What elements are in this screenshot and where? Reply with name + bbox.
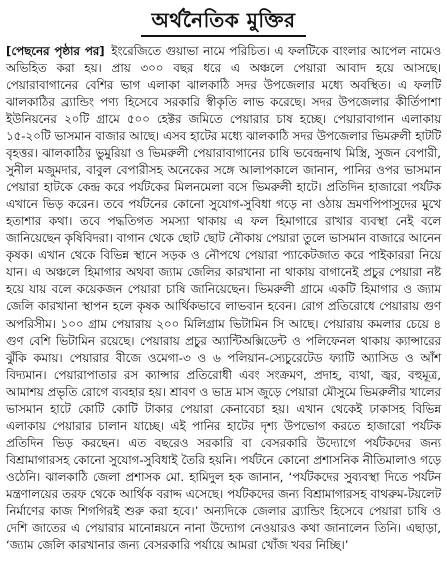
article-body	[6, 43, 441, 554]
article-text: ইংরেজিতে গুয়াভা নামে পরিচিত। এ ফলটিকে বাংলার আপেল নামেও অভিহিত করা হয়। প্রায় ৩০০ বছর ধরে এ অঞ্চলে পেয়ারা আবাদ হয়ে আসছে। পেয়ারাবাগানের বেশির ভাগ এলাকা ঝালকাঠি সদর উপজেলার মধ্যে অবস্থিত। এ ফলটি ঝালকাঠির ব্র্যান্ডিং পণ্য হিসেবে সরকারি স্বীকৃতি লাভ করেছে। সদর উপজেলার কীর্তিপাশা ইউনিয়নের ২০টি গ্রামে ৫০০ হেক্টর জমিতে পেয়ারার চাষ হচ্ছে। পেয়ারাবাগান এলাকায় ১৫-২০টি ভাসমান বাজার আছে। এসব হাটের মধ্যে ঝালকাঠি সদর উপজেলার ভিমরুলী হাটটি বৃহত্তর। ঝালকাঠির ভুমুরিয়া ও ভিমরুলী পেয়ারাবাগানের চাষি ভবেন্দ্রনাথ মিস্ত্রি, সুজন বেপারী, সুনীল মজুমদার, বাবুল বেপারীসহ অনেকের সঙ্গে আলাপকালে জানান, পানির ওপর ভাসমান পেয়ারা হাটকে কেন্দ্র করে পর্যটকের মিলনমেলা বসে ভিমরুলী হাটে। প্রতিদিন হাজারো পর্যটক এখানে ভিড় করেন। তবে পর্যটনের কোনো সুযোগ-সুবিধা গড়ে না ওঠায় ভ্রমণপিপাসুদের মুখে হতাশার কথা। তবে পদ্ধতিগত সমস্যা থাকায় এ ফল হিমাগারে রাখার ব্যবস্থা নেই বলে জানিয়েছেন কৃষিবিদরা। বাগান থেকে ছোট ছোট নৌকায় পেয়ারা তুলে ভাসমান বাজারে আনেন কৃষক। এখান থেকে বিভিন্ন স্থানে সড়ক ও নৌপথে পেয়ারা প্যাকেটজাত করে পাইকাররা নিয়ে যান। এ অঞ্চলে হিমাগার অথবা জ্যাম জেলির কারখানা না থাকায় বাগানেই প্রচুর পেয়ারা নষ্ট হয়ে যায় বলে কয়েকজন পেয়ারা চাষি জানিয়েছেন। ভিমরুলী গ্রামে একটি হিমাগার ও জ্যাম জেলি কারখানা স্থাপন হলে কৃষক আর্থিকভাবে লাভবান হবেন। রোগ প্রতিরোধে পেয়ারায় গুণ অপরিসীম। ১০০ গ্রাম পেয়ারায় ২০০ মিলিগ্রাম ভিটামিন সি আছে। পেয়ারায় কমলার চেয়ে ৪ গুণ বেশি ভিটামিন রয়েছে। পেয়ারায় প্রচুর অ্যান্টিঅক্সিডেন্ট ও পলিফেনল থাকায় ক্যান্সারের ঝুঁকি কমায়। পেয়ারার বীজে ওমেগা-৩ ও ৬ পলিয়ান-স্যেচুরেটেড ফ্যাটি অ্যাসিড ও আঁশ বিদ্যমান। পেয়ারাপাতার রস ক্যান্সার প্রতিরোধী এবং সংক্রমণ, প্রদাহ, ব্যথা, জ্বর, বহুমূত্র, আমাশয় প্রভৃতি রোগে ব্যবহার হয়। শ্রাবণ ও ভাদ্র মাস জুড়ে পেয়ারা মৌসুমে ভিমরুলীর খালের ভাসমান হাটে কোটি কোটি টাকার পেয়ারা কেনাবেচা হয়। এখান থেকেই ঢাকাসহ বিভিন্ন এলাকায় পেয়ারার চালান যাচ্ছে। এই পানির হাটের দৃশ্য উপভোগ করতে হাজারো পর্যটক প্রতিদিন ভিড় করছেন। এত বছরেও সরকারি বা বেসরকারি উদ্যোগে পর্যটকদের জন্য বিশ্রামাগারসহ কোনো সুযোগ-সুবিধাই তৈরি হয়নি। পর্যটনে কোনো প্রশাসনিক নীতিমালাও গড়ে ওঠেনি। ঝালকাঠি জেলা প্রশাসক মো. হামিদুল হক জানান, ‘পর্যটকদের সুব্যবস্থা দিতে পর্যটন মন্ত্রণালয়ের তরফ থেকে আর্থিক বরাদ্দ এসেছে। পর্যটকদের জন্য বিশ্রামাগারসহ বাথরুম-টয়লেট নির্মাণের কাজ শিগগিরই শুরু করা হবে।’ অন্যদিকে জেলার ব্র্যান্ডিং হিসেবে পেয়ারা চাষি ও দেশি জাতের এ পেয়ারার মানোন্নয়নে নানা উদ্যোগ নেওয়ারও কথা জানালেন তিনি। এছাড়া, ‘জ্যাম জেলি কারখানার জন্য বেসরকারি পর্যায়ে আমরা খোঁজ খবর নিচ্ছি।’	[6, 44, 441, 552]
headline-container	[6, 6, 441, 37]
continuation-label: [পেছনের পৃষ্ঠার পর]	[6, 44, 105, 58]
article-headline: অর্থনৈতিক মুক্তির	[141, 6, 305, 37]
